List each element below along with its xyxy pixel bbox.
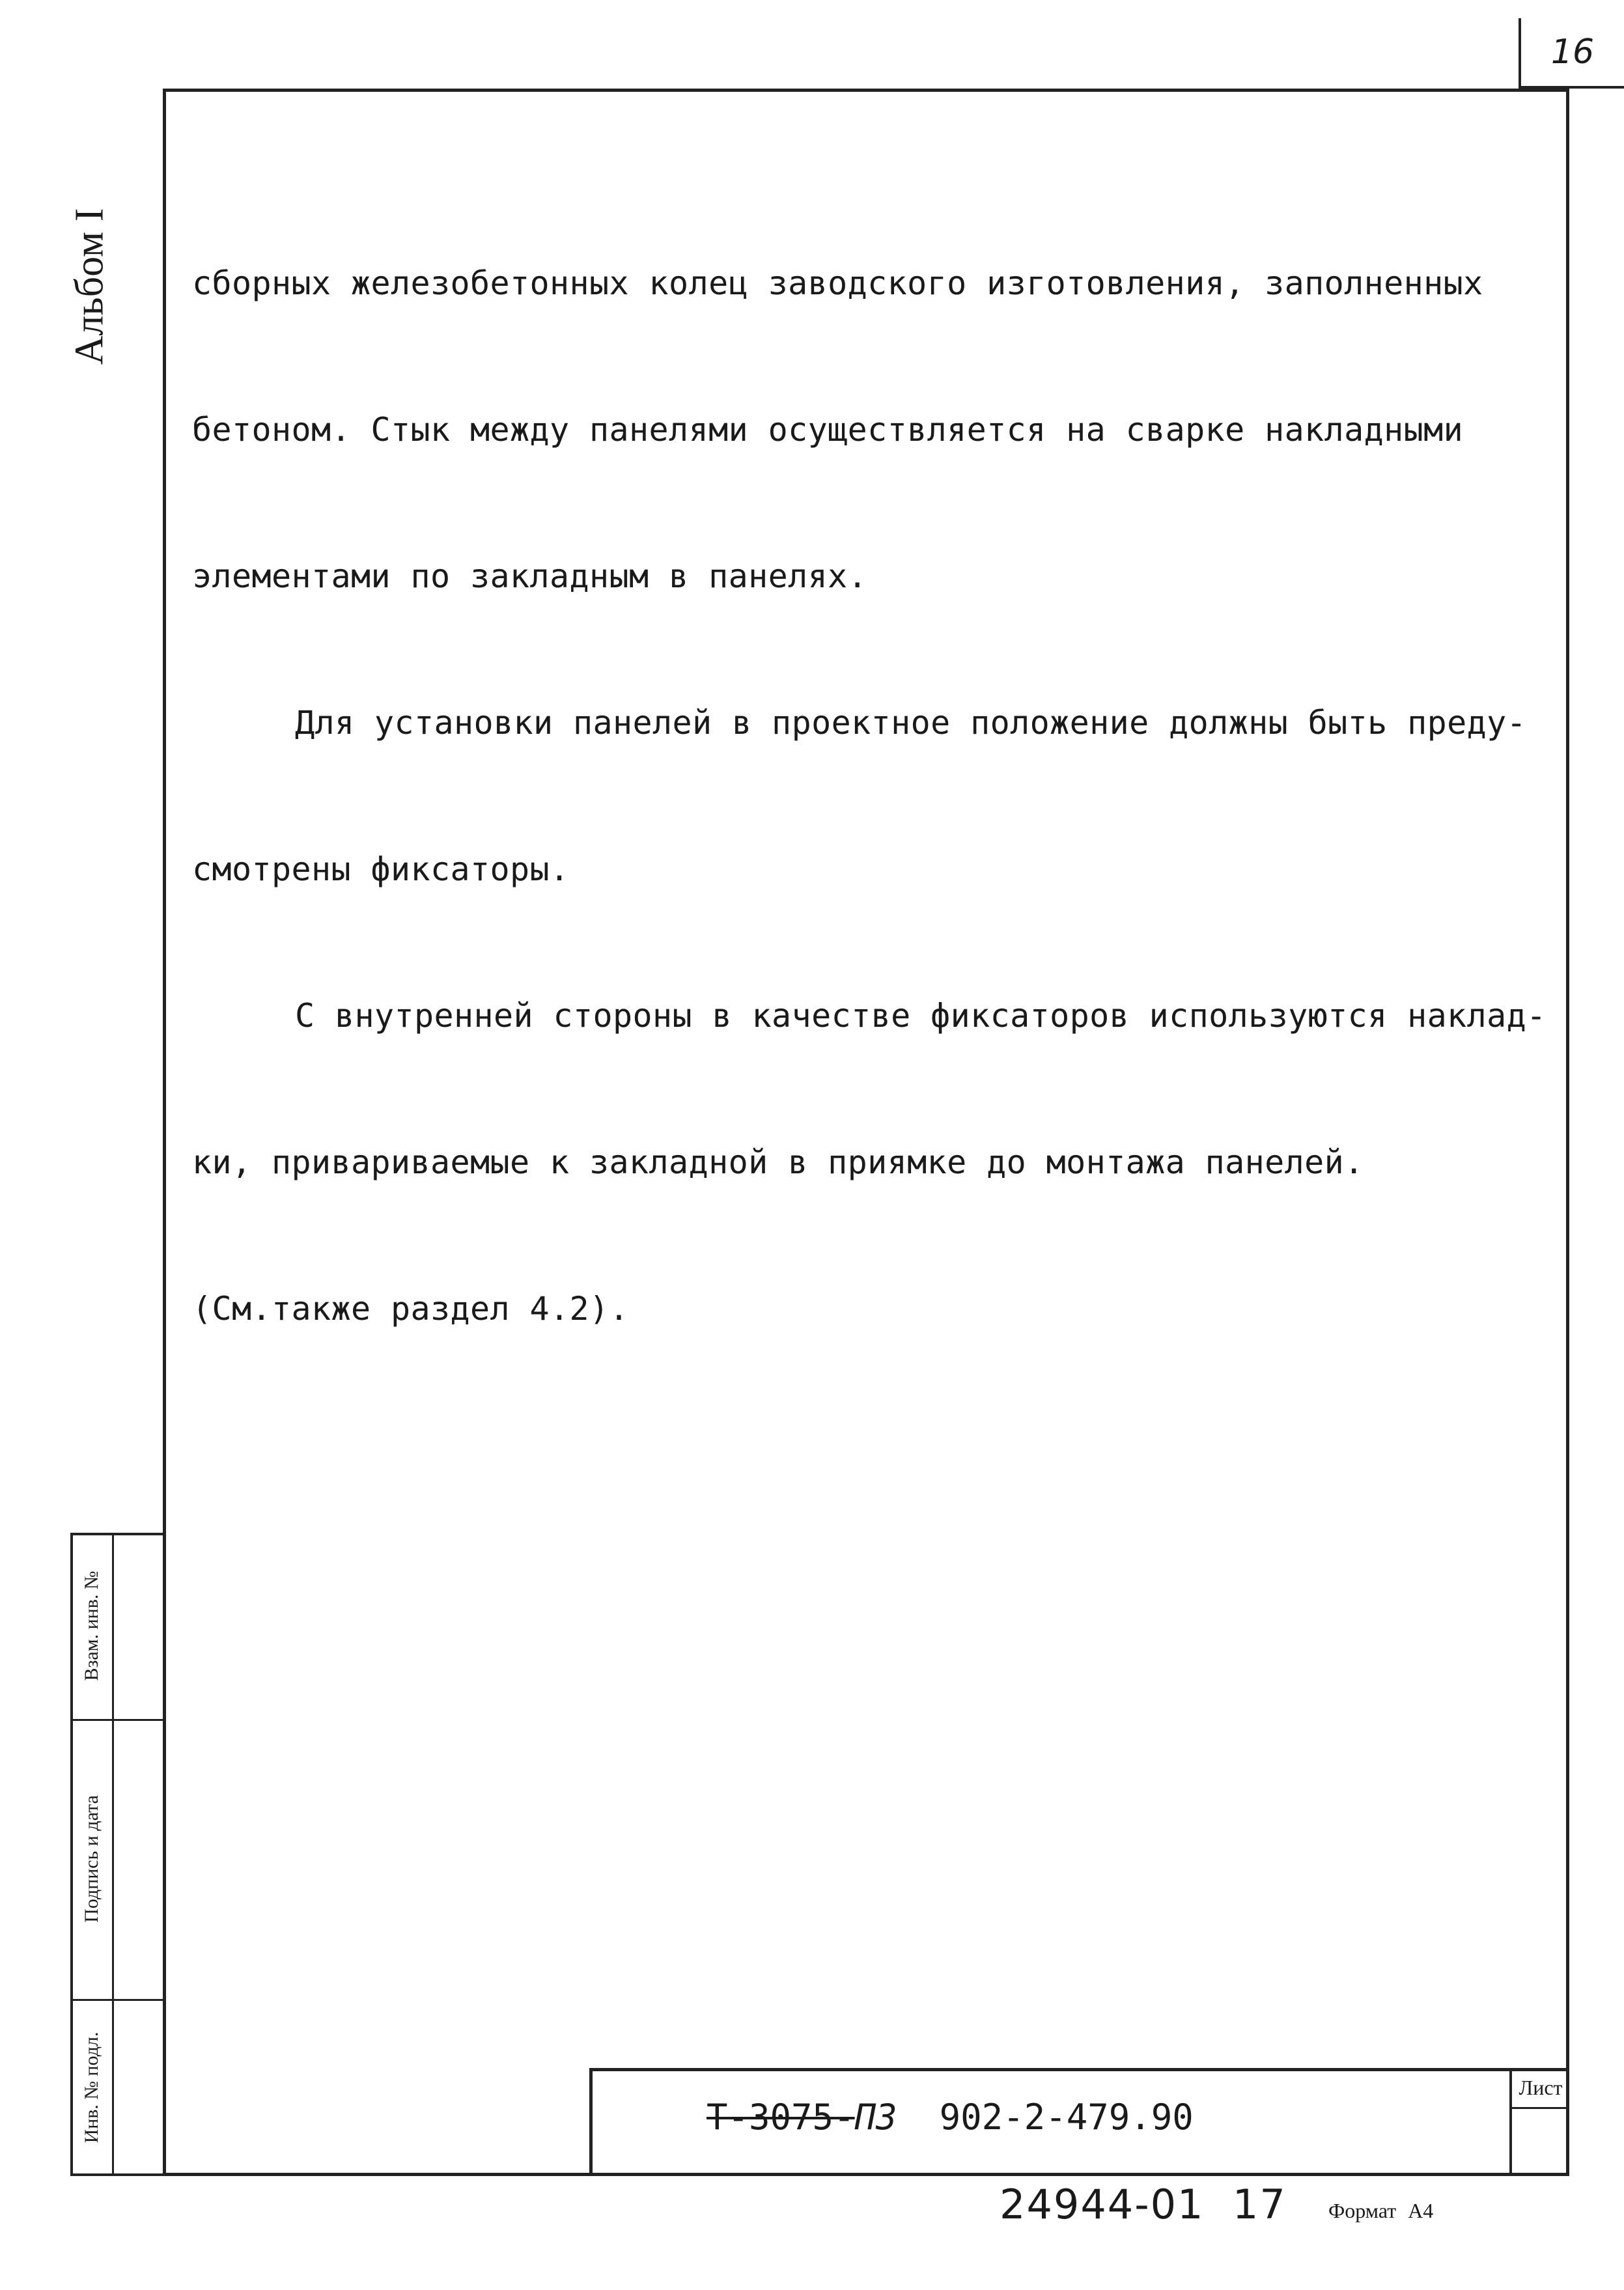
doc-code: 902-2-479.90 (939, 2097, 1194, 2138)
body-text (192, 161, 1547, 1382)
sheet-label: Лист (1519, 2076, 1563, 2099)
side-stamp-divider (112, 1533, 114, 2176)
vzam-inv-label: Взам. инв. № (81, 1571, 102, 1681)
body-line: Для установки панелей в проектное положение должны быть преду- (295, 704, 1527, 742)
body-line: бетоном. Стык между панелями осуществляется на сварке накладными (192, 411, 1464, 449)
body-line: С внутренней стороны в качестве фиксаторов используются наклад- (295, 997, 1547, 1035)
podpis-data-label: Подпись и дата (81, 1795, 102, 1923)
side-stamp-row-divider (70, 1999, 165, 2001)
format-label: Формат А4 (1328, 2199, 1434, 2222)
inv-podl-label: Инв. № подл. (81, 2032, 102, 2143)
struck-code: Т-3075- (707, 2097, 855, 2138)
page-number: 16 (1550, 33, 1595, 72)
title-block-sheet-row (1509, 2107, 1569, 2109)
body-line: (См.также раздел 4.2). (192, 1290, 630, 1328)
side-stamp-row-divider (70, 1719, 165, 1721)
album-label-text: Альбом I (67, 208, 112, 365)
document-code (707, 2091, 1194, 2143)
body-line: сборных железобетонных колец заводского изготовления, заполненных (192, 264, 1483, 302)
body-line: элементами по закладным в панелях. (192, 557, 868, 595)
body-line: ки, привариваемые к закладной в приямке до монтажа панелей. (192, 1143, 1364, 1181)
body-line: смотрены фиксаторы. (192, 850, 570, 888)
inventory-number: 24944-01 17 (1000, 2181, 1287, 2228)
page-number-tab-border (1519, 18, 1521, 89)
pz-code: ПЗ (854, 2097, 897, 2138)
